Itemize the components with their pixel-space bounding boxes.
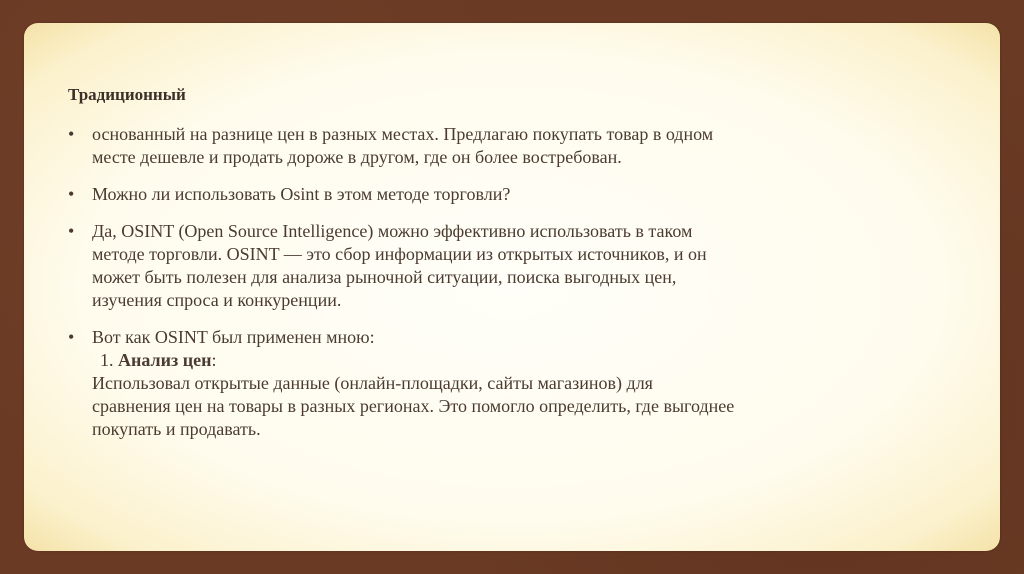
bullet-text-line: Можно ли использовать Osint в этом методе торговли? [92, 184, 511, 204]
slide-heading: Традиционный [68, 85, 186, 104]
bullet-text-line: изучения спроса и конкуренции. [92, 290, 342, 310]
slide-content [68, 83, 938, 455]
bullet-item [68, 183, 938, 206]
bullet-dot-icon: • [68, 327, 75, 347]
bullet-text-line: может быть полезен для анализа рыночной ситуации, поиска выгодных цен, [92, 267, 677, 287]
bullet-item [68, 123, 938, 169]
bullet-dot-icon: • [68, 124, 75, 144]
bullet-text-line: основанный на разнице цен в разных местах. Предлагаю покупать товар в одном [92, 124, 714, 144]
bullet-text-line: Использовал открытые данные (онлайн-площадки, сайты магазинов) для [92, 373, 653, 393]
slide-card [24, 23, 1000, 551]
bullet-dot-icon: • [68, 221, 75, 241]
bullet-item [68, 220, 938, 312]
bullet-item [68, 326, 938, 441]
subitem-colon: : [211, 350, 217, 370]
subitem-title: Анализ цен [118, 350, 212, 370]
bullet-text-line: методе торговли. OSINT — это сбор информации из открытых источников, и он [92, 244, 707, 264]
bullet-text-line: Да, OSINT (Open Source Intelligence) можно эффективно использовать в таком [92, 221, 693, 241]
bullet-text-line: покупать и продавать. [92, 419, 261, 439]
bullet-intro: Вот как OSINT был применен мною: [92, 327, 375, 347]
numbered-subitem [92, 349, 938, 372]
bullet-dot-icon: • [68, 184, 75, 204]
subitem-number: 1. [100, 350, 114, 370]
bullet-text-line: сравнения цен на товары в разных регионах. Это помогло определить, где выгоднее [92, 396, 735, 416]
bullet-text-line: месте дешевле и продать дороже в другом, где он более востребован. [92, 147, 622, 167]
